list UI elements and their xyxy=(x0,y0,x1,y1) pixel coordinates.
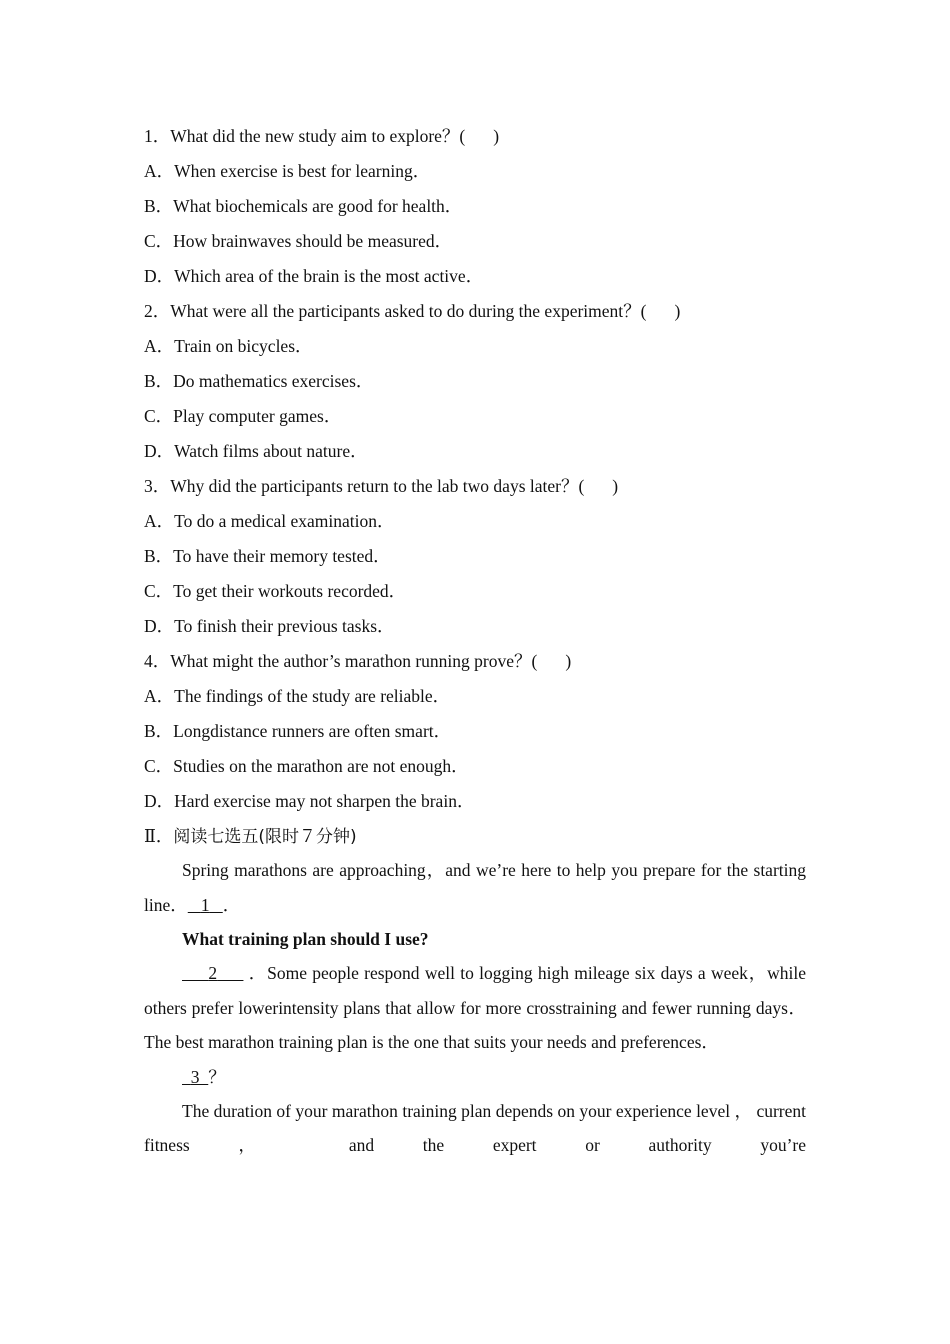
section-number: Ⅱ． xyxy=(144,826,174,846)
blank-3-line: 3 ？ xyxy=(144,1060,806,1094)
passage-paragraph-3: The duration of your marathon training plan depends on your experience level ， current fitness ， and the expert or authority you’re xyxy=(144,1100,806,1155)
blank-2: 2 xyxy=(208,963,218,983)
question-3-option-d: D．To finish their previous tasks． xyxy=(144,616,395,636)
document-page xyxy=(144,119,806,1163)
section-time-limit: (限时７分钟) xyxy=(258,827,357,847)
question-4-stem: 4．What might the author’s marathon running prove？( ) xyxy=(144,651,572,671)
question-3-option-a: A．To do a medical examination． xyxy=(144,511,395,531)
section-heading xyxy=(144,819,806,853)
question-3-stem: 3．Why did the participants return to the lab two days later？( ) xyxy=(144,476,619,496)
passage-paragraph-1: Spring marathons are approaching，and we’re here to help you prepare for the starting line． 1 ． xyxy=(144,860,806,915)
question-2-option-d: D．Watch films about nature． xyxy=(144,441,368,461)
passage-paragraph-2: 2 ．Some people respond well to logging high mileage six days a week，while others prefer lowerintensity plans that allow for more crosstraining and fewer running days．The best marathon training plan is the one that suits your needs and preferences． xyxy=(144,963,807,1052)
question-3-option-c: C．To get their workouts recorded． xyxy=(144,581,407,601)
question-4-option-a: A．The findings of the study are reliable． xyxy=(144,686,451,706)
blank-3: 3 xyxy=(190,1066,200,1087)
question-2-option-b: B．Do mathematics exercises． xyxy=(144,371,374,391)
question-3-option-b: B．To have their memory tested． xyxy=(144,546,391,566)
section-title: 阅读七选五 xyxy=(173,827,259,847)
question-1-option-c: C．How brainwaves should be measured． xyxy=(144,231,453,251)
question-1-stem: 1．What did the new study aim to explore？( ) xyxy=(144,126,500,146)
question-1-option-a: A．When exercise is best for learning． xyxy=(144,161,431,181)
question-2-stem: 2．What were all the participants asked to do during the experiment？( ) xyxy=(144,301,681,321)
question-2-option-c: C．Play computer games． xyxy=(144,406,342,426)
question-4-option-c: C．Studies on the marathon are not enough． xyxy=(144,756,469,776)
passage-subheading-training-plan: What training plan should I use? xyxy=(182,929,429,949)
blank-1: 1 xyxy=(200,894,210,915)
question-2-option-a: A．Train on bicycles． xyxy=(144,336,313,356)
question-1-option-b: B．What biochemicals are good for health． xyxy=(144,196,463,216)
question-4-option-d: D．Hard exercise may not sharpen the brain． xyxy=(144,791,475,811)
question-1-option-d: D．Which area of the brain is the most active． xyxy=(144,266,484,286)
question-4-option-b: B．Longdistance runners are often smart． xyxy=(144,721,452,741)
